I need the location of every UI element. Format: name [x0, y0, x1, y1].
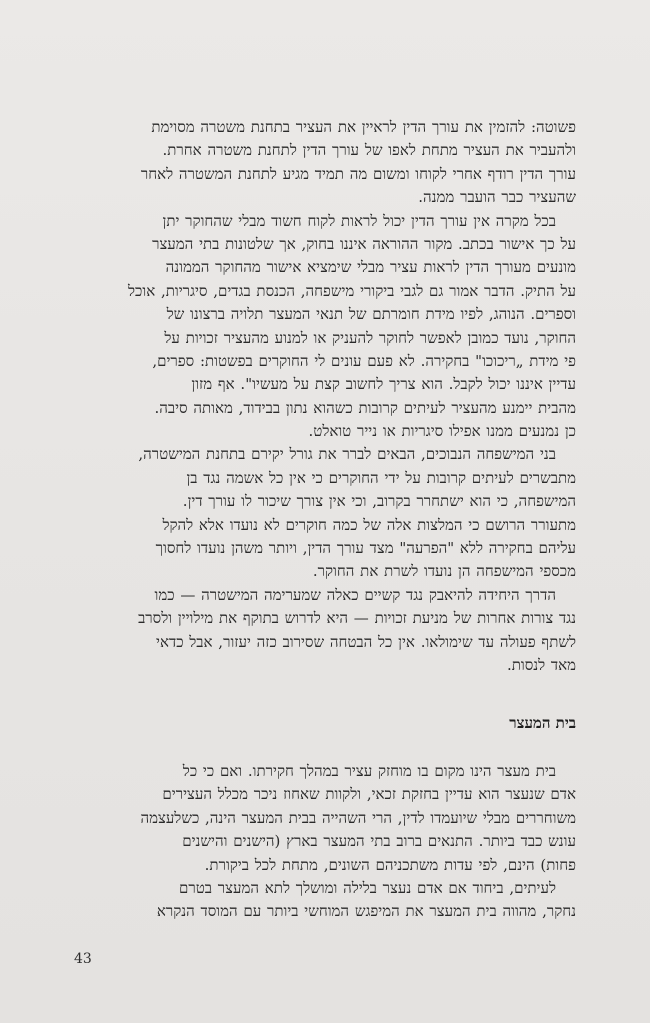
text-line: בכל מקרה אין עורך הדין יכול לראות לקוח חשוד מבלי שהחוקר יתן — [162, 211, 556, 230]
text-line: לעיתים, ביחוד אם אדם נעצר בלילה ומושלך לתא המעצר בטרם — [179, 878, 556, 897]
text-line: המישפחה, כי הוא ישתחרר בקרוב, וכי אין צורך שיכור לו עורך דין. — [182, 492, 576, 511]
text-line: הדרך היחידה להיאבק נגד קשיים כאלה שמערימה המישטרה — כמו — [154, 585, 556, 604]
text-line: מונעים מעורך הדין לראות עציר מבלי שימציא אישור מהחוקר הממונה — [165, 258, 576, 277]
text-line: נחקר, מהווה בית המעצר את המיפגש המוחשי ביותר עם המוסד הנקרא — [156, 902, 576, 921]
text-line: החוקר, נועד כמובן לאפשר לחוקר להעניק או למנוע מהעציר זכויות על — [164, 328, 576, 347]
text-line: נגד צורות אחרות של מניעת זכויות — היא לדרוש בתוקף את מילויין ולסרב — [138, 609, 576, 628]
text-line: מאד לנסות. — [506, 655, 576, 674]
text-line: וספרים. הנוהג, לפיו מידת חומרתם של תנאי המעצר תלויה ברצונו של — [166, 305, 576, 324]
text-line: מהבית יימנע מהעציר לעיתים קרובות כשהוא נתון בבידוד, מאותה סיבה. — [154, 398, 576, 417]
section-detention-house — [72, 760, 576, 924]
text-line: מתבשרים לעיתים קרובות על ידי החוקרים כי אין כל אשמה נגד בן — [186, 468, 576, 487]
text-line: עדיין איננו יכול לקבל. הוא צריך לחשוב קצת על מעשיו". אף מזון — [191, 375, 576, 394]
text-line: מתעורר הרושם כי המלצות אלה של כמה חוקרים לא נועדו אלא להקל — [162, 515, 576, 534]
text-line: פשוטה: להזמין את עורך הדין לראיין את העציר בתחנת משטרה מסוימת — [151, 118, 576, 136]
text-line: כן נמנעים ממנו אפילו סיגריות או נייר טואלט. — [308, 422, 576, 441]
section-police-tactics — [72, 116, 576, 677]
text-line: בית מעצר הינו מקום בו מוחזק עציר במהלך חקירתו. ואם כי כל — [182, 762, 556, 780]
section-heading: בית המעצר — [509, 714, 576, 732]
text-line: לשתף פעולה עד שימולאו. אין כל הבטחה שסירוב כזה יעזור, אבל כדאי — [156, 632, 576, 651]
text-line: על כך אישור בכתב. מקור ההוראה איננו בחוק, אך שלטונות בתי המעצר — [152, 234, 576, 253]
page-number: 43 — [74, 951, 92, 967]
text-line: שהעציר כבר הועבר ממנה. — [418, 188, 576, 207]
text-line: אדם שנעצר הוא עדיין בחזקת זכאי, ולקוות שאחוז ניכר מכלל העצירים — [162, 785, 576, 804]
text-line: מכספי המישפחה הן נועדו לשרת את החוקר. — [312, 562, 576, 581]
text-line: עליהם בחקירה ללא "הפרעה" מצד עורך הדין, ויותר משהן נועדו לחסוך — [155, 539, 576, 558]
text-line: בני המישפחה הנבוכים, הבאים לברר את גורל יקירם בתחנת המישטרה, — [138, 445, 556, 464]
text-line: עונש כבד ביותר. התנאים ברוב בתי המעצר בארץ (הישנים והישנים — [182, 832, 576, 851]
text-line: ולהעביר את העציר מתחת לאפו של עורך הדין לתחנת משטרה אחרת. — [162, 141, 576, 160]
text-line: משוחררים מבלי שיועמדו לדין, הרי השהייה בבית המעצר הינה, כשלעצמה — [140, 808, 576, 827]
text-line: על התיק. הדבר אמור גם לגבי ביקורי מישפחה, הכנסת בגדים, סיגריות, אוכל — [128, 281, 576, 300]
text-line: פחות) הינם, לפי עדות משתכניהם השונים, מתחת לכל ביקורת. — [204, 855, 576, 874]
text-line: עורך הדין רודף אחרי לקוחו ומשום מה תמיד מגיע לתחנת המשטרה לאחר — [140, 164, 576, 183]
text-line: פי מידת „ריכוכו" בחקירה. לא פעם עונים לי החוקרים בפשטות: ספרים, — [152, 351, 576, 370]
